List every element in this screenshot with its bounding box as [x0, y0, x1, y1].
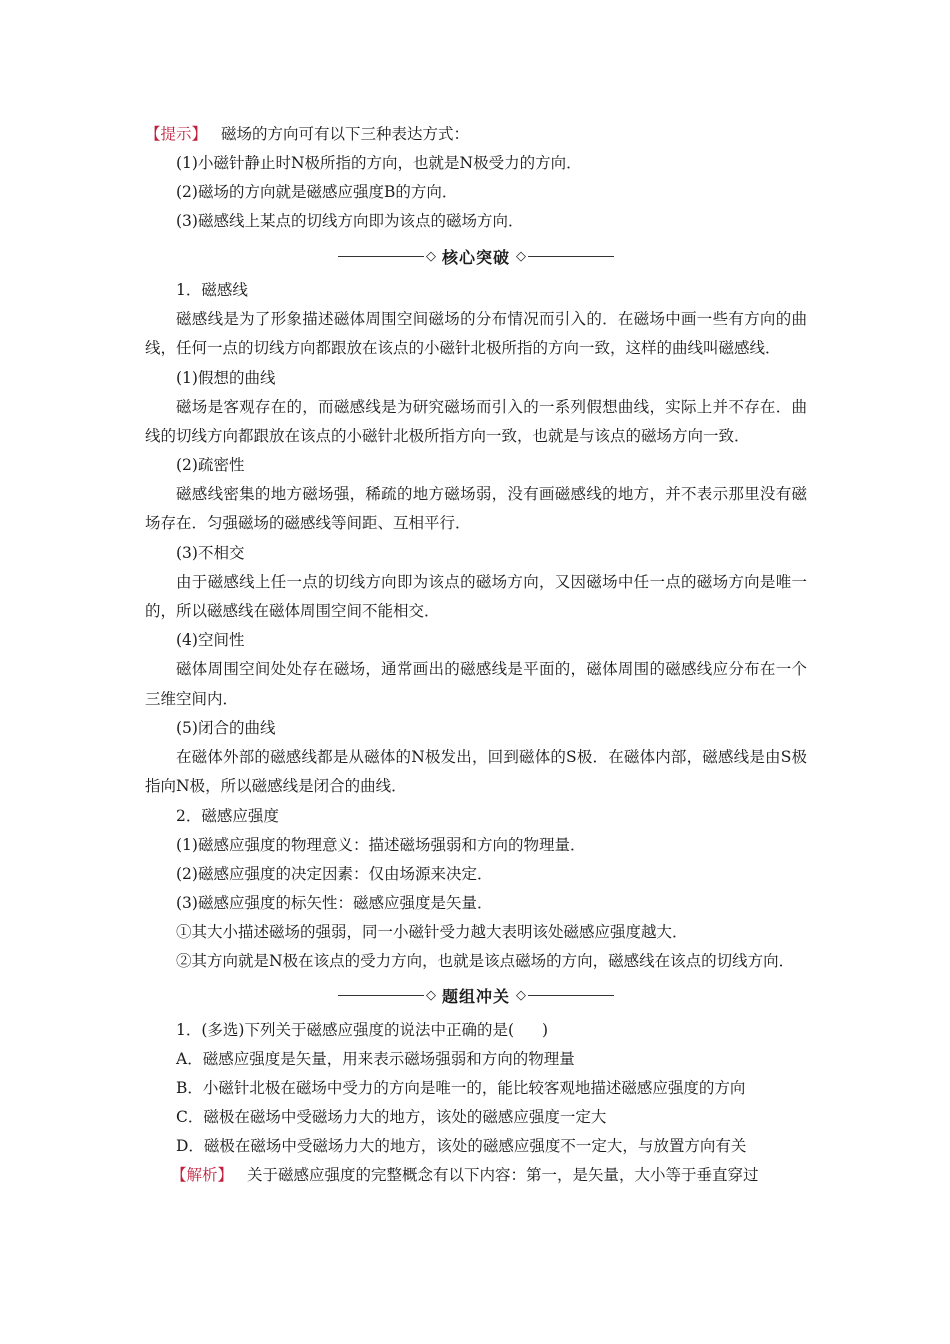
tip-intro: 磁场的方向可有以下三种表达方式： — [221, 125, 470, 143]
property-label: (4)空间性 — [176, 631, 245, 650]
property-label: (5)闭合的曲线 — [176, 718, 276, 737]
diamond-icon: ◇ — [425, 988, 436, 1004]
question-stem-text: 1．(多选)下列关于磁感应强度的说法中正确的是( — [176, 1020, 515, 1039]
paragraph: 磁场是客观存在的，而磁感线是为研究磁场而引入的一系列假想曲线，实际上并不存在．曲线的切线方向都跟放在该点的小磁针北极所指方向一致，也就是与该点的磁场方向一致． — [145, 397, 807, 445]
section-divider-core — [145, 236, 807, 276]
option-b: B．小磁针北极在磁场中受力的方向是唯一的，能比较客观地描述磁感应强度的方向 — [176, 1078, 746, 1097]
heading: 2．磁感应强度 — [176, 806, 279, 825]
analysis-line — [145, 1161, 807, 1190]
divider-rule-left — [338, 995, 424, 996]
property-label: (3)不相交 — [176, 543, 245, 562]
list-item: (2)磁感应强度的决定因素：仅由场源来决定． — [176, 864, 493, 883]
property-label: (1)假想的曲线 — [176, 368, 276, 387]
paragraph: 磁感线是为了形象描述磁体周围空间磁场的分布情况而引入的．在磁场中画一些有方向的曲线，任何一点的切线方向都跟放在该点的小磁针北极所指的方向一致，这样的曲线叫磁感线． — [145, 310, 807, 358]
section-title: 核心突破 — [441, 247, 510, 267]
option-a: A．磁感应强度是矢量，用来表示磁场强弱和方向的物理量 — [176, 1049, 575, 1068]
option-c: C．磁极在磁场中受磁场力大的地方，该处的磁感应强度一定大 — [176, 1107, 607, 1126]
divider-rule-right — [528, 995, 614, 996]
tip-line — [145, 120, 807, 149]
list-item: ①其大小描述磁场的强弱，同一小磁针受力越大表明该处磁感应强度越大． — [176, 922, 688, 941]
divider-rule-left — [338, 256, 424, 257]
option-d: D．磁极在磁场中受磁场力大的地方，该处的磁感应强度不一定大，与放置方向有关 — [176, 1136, 747, 1155]
diamond-icon: ◇ — [516, 248, 526, 264]
paragraph: 磁体周围空间处处存在磁场，通常画出的磁感线是平面的，磁体周围的磁感线应分布在一个三维空间内． — [145, 660, 807, 708]
document-body — [145, 120, 807, 1190]
heading: 1．磁感线 — [176, 281, 248, 299]
list-item: (1)磁感应强度的物理意义：描述磁场强弱和方向的物理量． — [176, 835, 586, 854]
property-label: (2)疏密性 — [176, 456, 245, 475]
tip-item: (2)磁场的方向就是磁感应强度B的方向． — [176, 183, 458, 201]
analysis-tag: 【解析】 — [171, 1165, 234, 1184]
tip-tag: 【提示】 — [145, 125, 208, 143]
tip-item: (3)磁感线上某点的切线方向即为该点的磁场方向． — [176, 212, 524, 230]
diamond-icon: ◇ — [425, 248, 436, 264]
tip-item: (1)小磁针静止时N极所指的方向，也就是N极受力的方向． — [176, 154, 582, 172]
question-stem — [145, 1016, 807, 1045]
paragraph: 在磁体外部的磁感线都是从磁体的N极发出，回到磁体的S极．在磁体内部，磁感线是由S极指向N极，所以磁感线是闭合的曲线． — [145, 747, 807, 796]
diamond-icon: ◇ — [516, 988, 526, 1004]
analysis-text: 关于磁感应强度的完整概念有以下内容：第一，是矢量，大小等于垂直穿过 — [247, 1165, 759, 1184]
section-title: 题组冲关 — [441, 987, 510, 1007]
paragraph: ②其方向就是N极在该点的受力方向，也就是该点磁场的方向，磁感线在该点的切线方向． — [176, 951, 795, 970]
section-divider-practice — [145, 976, 807, 1016]
list-item: (3)磁感应强度的标矢性：磁感应强度是矢量． — [176, 893, 493, 912]
divider-rule-right — [528, 256, 614, 257]
paragraph: 磁感线密集的地方磁场强，稀疏的地方磁场弱，没有画磁感线的地方，并不表示那里没有磁场存在．匀强磁场的磁感线等间距、互相平行． — [145, 485, 807, 533]
paragraph: 由于磁感线上任一点的切线方向即为该点的磁场方向，又因磁场中任一点的磁场方向是唯一的，所以磁感线在磁体周围空间不能相交． — [145, 572, 807, 621]
question-stem-close: ) — [542, 1020, 549, 1039]
